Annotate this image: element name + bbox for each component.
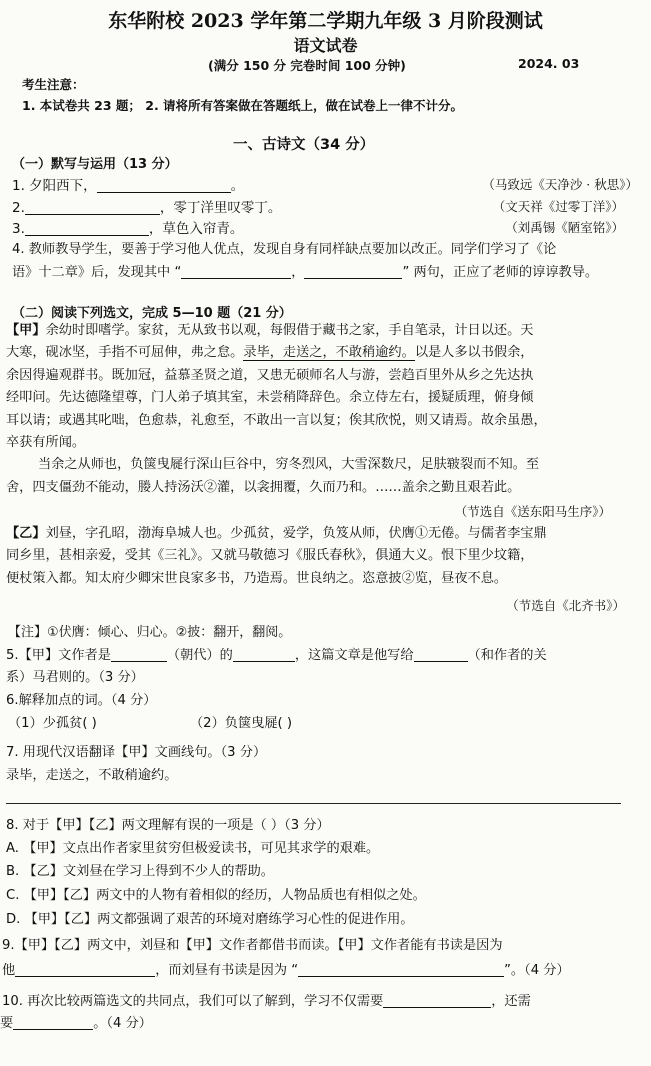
answer-blank[interactable] [304, 264, 402, 279]
q8-option-c[interactable]: C. 【甲】【乙】两文中的人物有着相似的经历，人物品质也有相似之处。 [6, 888, 426, 903]
answer-blank[interactable] [15, 962, 155, 977]
answer-blank[interactable] [233, 647, 295, 662]
q8-option-b[interactable]: B. 【乙】文刘昼在学习上得到不少人的帮助。 [6, 864, 274, 879]
question-9-line1: 9.【甲】【乙】两文中，刘昼和【甲】文作者都借书而读。【甲】文作者能有书读是因为 [2, 938, 503, 953]
answer-blank[interactable] [13, 1015, 93, 1030]
question-10-line2: 要 。（4 分） [0, 1016, 152, 1031]
exam-meta: (满分 150 分 完卷时间 100 分钟) [208, 58, 406, 73]
question-9-line2: 他 ，而刘昼有书读是因为 “ ”。（4 分） [2, 963, 570, 978]
q8-option-a[interactable]: A. 【甲】文点出作者家里贫穷但极爱读书，可见其求学的艰难。 [6, 841, 380, 856]
notice-text: 1. 本试卷共 23 题； 2. 请将所有答案做在答题纸上，做在试卷上一律不计分。 [22, 98, 464, 113]
answer-blank[interactable] [25, 200, 160, 215]
question-6: 6.解释加点的词。（4 分） [6, 693, 157, 708]
answer-blank[interactable] [111, 647, 167, 662]
question-5-line2: 系）马君则的。（3 分） [6, 670, 144, 685]
part2-title: （二）阅读下列选文，完成 5—10 题（21 分） [12, 306, 292, 321]
notice-heading: 考生注意： [22, 77, 85, 92]
answer-blank[interactable] [181, 264, 291, 279]
question-5-line1: 5.【甲】文作者是 （朝代）的 ，这篇文章是他写给 （和作者的关 [6, 648, 547, 663]
question-6-item2: （2）负箧曳屣( ) [190, 716, 292, 731]
passage-yi: 【乙】刘昼，字孔昭，渤海阜城人也。少孤贫，爱学，负笈从师，伏膺①无倦。与儒者李宝鼎 同乡里，甚相亲爱，受其《三礼》。又就马敬德习《服氏春秋》，俱通大义。恨下里少坟籍， 便杖策入都。知太府少卿宋世良家多书，乃造焉。世良纳之。恣意披②览，昼夜不息。 [6, 526, 547, 586]
q1-source: （马致远《天净沙 · 秋思》） [482, 177, 638, 192]
exam-subtitle: 语文试卷 [293, 36, 358, 55]
answer-blank[interactable] [97, 178, 231, 193]
q8-option-d[interactable]: D. 【甲】【乙】两文都强调了艰苦的环境对磨练学习心性的促进作用。 [6, 912, 414, 927]
passage-jia-label: 【甲】 [6, 323, 46, 338]
answer-blank[interactable] [298, 962, 504, 977]
question-2: 2. ，零丁洋里叹零丁。 [12, 200, 282, 216]
section1-title: 一、古诗文（34 分） [233, 137, 375, 153]
question-6-item1: （1）少孤贫( ) [8, 716, 97, 731]
exam-title: 东华附校 2023 学年第二学期九年级 3 月阶段测试 [108, 10, 543, 32]
passage-yi-source: （节选自《北齐书》） [506, 598, 625, 613]
part1-title: （一）默写与运用（13 分） [12, 157, 178, 172]
question-8: 8. 对于【甲】【乙】两文理解有误的一项是（ ）（3 分） [6, 818, 330, 833]
answer-blank[interactable] [414, 647, 468, 662]
question-1: 1. 夕阳西下， 。 [12, 178, 245, 194]
q3-source: （刘禹锡《陋室铭》） [505, 220, 624, 235]
underlined-sentence: 录毕，走送之，不敢稍逾约。 [243, 345, 415, 361]
question-7-sentence: 录毕，走送之，不敢稍逾约。 [6, 768, 178, 783]
question-4-line1: 4. 教师教导学生，要善于学习他人优点，发现自身有同样缺点要加以改正。同学们学习了《论 [12, 242, 557, 257]
answer-blank[interactable] [383, 993, 491, 1008]
answer-line[interactable] [6, 803, 621, 804]
exam-date: 2024. 03 [518, 56, 580, 71]
question-3: 3. ，草色入帘青。 [12, 221, 244, 237]
passage-yi-label: 【乙】 [6, 526, 46, 541]
question-10-line1: 10. 再次比较两篇选文的共同点，我们可以了解到，学习不仅需要 ，还需 [2, 994, 531, 1009]
question-4-line2: 语》十二章》后，发现其中 “ ， ” 两句，正应了老师的谆谆教导。 [12, 265, 599, 280]
passage-jia-source: （节选自《送东阳马生序》） [454, 504, 611, 519]
notes: 【注】①伏膺：倾心、归心。②披：翻开，翻阅。 [8, 625, 292, 640]
question-7: 7. 用现代汉语翻译【甲】文画线句。（3 分） [6, 745, 267, 760]
passage-jia: 【甲】余幼时即嗜学。家贫，无从致书以观，每假借于藏书之家，手自笔录，计日以还。天 大寒，砚冰坚，手指不可屈伸，弗之怠。录毕，走送之，不敢稍逾约。以是人多以书假余， 余因得遍观群书。既加冠，益慕圣贤之道，又患无硕师名人与游，尝趋百里外从乡之先达执 经叩问。先达德隆望尊，门人弟子填其室，未尝稍降辞色。余立侍左右，援疑质理，俯身倾 耳以请；或遇其叱咄，色愈恭，礼愈至，不敢出一言以复；俟其欣悦，则又请焉。故余虽愚， 卒获有所闻。 当余之从师也，负箧曳屣行深山巨谷中，穷冬烈风，大雪深数尺，足肤皲裂而不知。至 舍，四支僵劲不能动，媵人持汤沃②灌，以衾拥覆，久而乃和。……盖余之勤且艰若此。 [6, 323, 547, 495]
q2-source: （文天祥《过零丁洋》） [492, 199, 624, 214]
answer-blank[interactable] [25, 221, 149, 236]
